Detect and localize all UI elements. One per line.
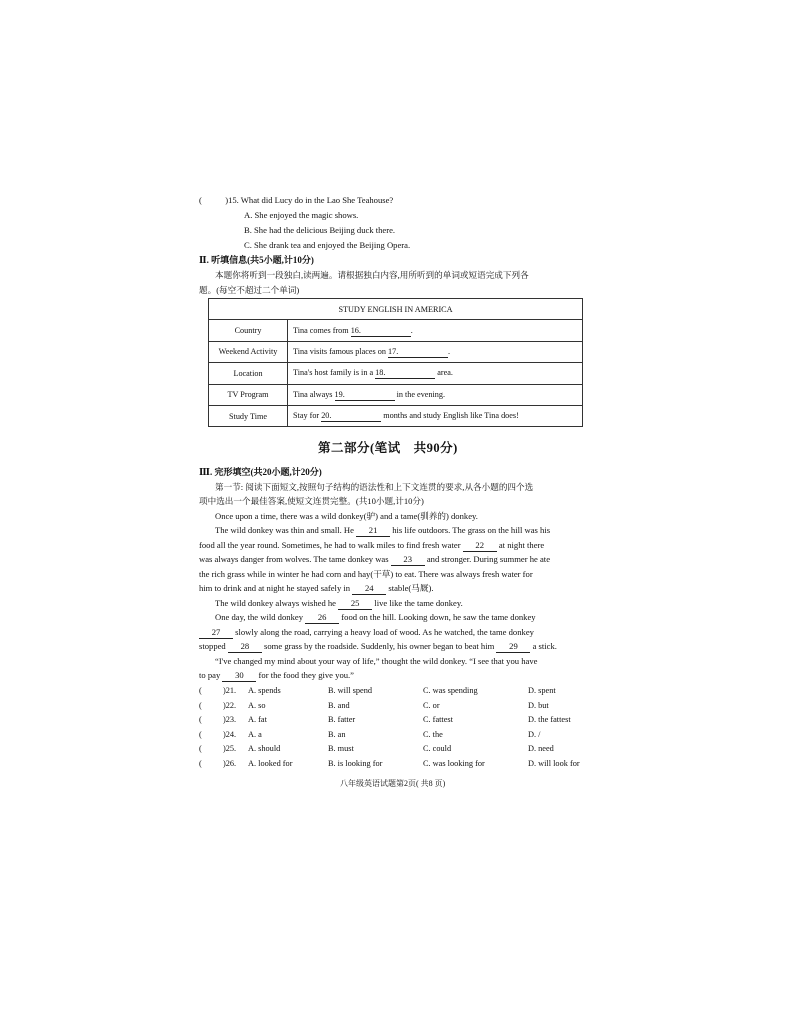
q15-paren-open: (: [199, 195, 202, 205]
passage-line: [215, 610, 536, 625]
blank-25: 25: [338, 598, 372, 610]
option-c: C. or: [423, 701, 440, 710]
blank-26: 26: [305, 612, 339, 624]
passage-text: live like the tame donkey.: [372, 598, 463, 608]
option-c: C. was spending: [423, 686, 478, 695]
passage-text: One day, the wild donkey: [215, 612, 306, 622]
question-number: )23.: [223, 715, 237, 724]
blank-number: 16.: [350, 325, 361, 335]
answer-blank-17[interactable]: [388, 346, 451, 358]
answer-paren[interactable]: (: [199, 715, 202, 724]
row-after: in the evening.: [394, 389, 446, 399]
row-label: Country: [209, 320, 288, 341]
q15-option-b: B. She had the delicious Beijing duck there.: [244, 225, 396, 235]
question-number: )25.: [223, 744, 237, 753]
option-b: B. will spend: [328, 686, 373, 695]
option-a: A. spends: [248, 686, 281, 695]
question-number: )24.: [223, 730, 237, 739]
answer-blank-16[interactable]: [351, 325, 411, 337]
option-b: B. and: [328, 701, 350, 710]
option-c: C. the: [423, 730, 443, 739]
question-number: )22.: [223, 701, 237, 710]
question-number: )21.: [223, 686, 237, 695]
option-d: D. need: [528, 744, 554, 753]
blank-number: 19.: [334, 389, 345, 399]
blank-23: 23: [391, 554, 425, 566]
table-row: [209, 341, 583, 362]
row-after: area.: [435, 368, 453, 378]
option-a: A. should: [248, 744, 281, 753]
blank-21: 21: [356, 525, 390, 537]
blank-number: 17.: [388, 346, 399, 356]
passage-text: a stick.: [530, 641, 557, 651]
option-d: D. /: [528, 730, 541, 739]
row-after: .: [410, 325, 413, 335]
row-content: [288, 320, 583, 341]
blank-29: 29: [496, 641, 530, 653]
row-before: Tina visits famous places on: [293, 346, 388, 356]
table-row: [209, 405, 583, 426]
passage-text: was always danger from wolves. The tame donkey was: [199, 554, 391, 564]
passage-line: [199, 639, 557, 654]
table-row: [209, 384, 583, 405]
row-before: Tina comes from: [293, 325, 351, 335]
passage-line: [199, 668, 354, 683]
table-header: STUDY ENGLISH IN AMERICA: [209, 299, 583, 320]
answer-paren[interactable]: (: [199, 686, 202, 695]
passage-line: [199, 538, 544, 553]
q15-stem: 15. What did Lucy do in the Lao She Teahouse?: [228, 195, 394, 205]
passage-text: at night there: [496, 540, 545, 550]
passage-text: The wild donkey was thin and small. He: [215, 525, 357, 535]
answer-paren[interactable]: (: [199, 701, 202, 710]
passage-text: some grass by the roadside. Suddenly, his owner began to beat him: [261, 641, 497, 651]
option-a: A. a: [248, 730, 262, 739]
table-row: [209, 363, 583, 384]
passage-line: the rich grass while in winter he had corn and hay(干草) to eat. There was always fresh water for: [199, 569, 533, 579]
passage-line: [199, 581, 434, 596]
passage-text: food on the hill. Looking down, he saw the tame donkey: [339, 612, 536, 622]
blank-24: 24: [352, 583, 386, 595]
passage-text: for the food they give you.”: [256, 670, 354, 680]
answer-paren[interactable]: (: [199, 730, 202, 739]
row-before: Stay for: [293, 411, 322, 421]
passage-text: stable(马厩).: [386, 583, 434, 593]
passage-line: Once upon a time, there was a wild donkey(驴) and a tame(驯养的) donkey.: [215, 511, 478, 521]
row-label: TV Program: [209, 384, 288, 405]
option-c: C. fattest: [423, 715, 453, 724]
passage-text: stopped: [199, 641, 228, 651]
section2-title: Ⅱ. 听填信息(共5小题,计10分): [199, 255, 314, 265]
row-content: [288, 363, 583, 384]
option-d: D. will look for: [528, 759, 580, 768]
row-after: months and study English like Tina does!: [381, 411, 519, 421]
table-header-row: [209, 299, 583, 320]
study-english-table: [208, 298, 583, 427]
passage-line: [215, 523, 550, 538]
option-c: C. was looking for: [423, 759, 485, 768]
option-a: A. so: [248, 701, 266, 710]
blank-number: 18.: [375, 368, 386, 378]
q15-option-c: C. She drank tea and enjoyed the Beijing Opera.: [244, 240, 411, 250]
blank-27: 27: [199, 627, 233, 639]
blank-22: 22: [463, 540, 497, 552]
option-b: B. an: [328, 730, 346, 739]
section3-instruction-1: 第一节: 阅读下面短文,按照句子结构的语法性和上下文连贯的要求,从各小题的四个选: [215, 482, 534, 492]
option-b: B. must: [328, 744, 354, 753]
passage-line: “I've changed my mind about your way of life,” thought the wild donkey. “I see that you have: [215, 656, 538, 666]
option-c: C. could: [423, 744, 452, 753]
option-b: B. is looking for: [328, 759, 383, 768]
q15-option-a: A. She enjoyed the magic shows.: [244, 210, 359, 220]
option-a: A. looked for: [248, 759, 293, 768]
passage-text: slowly along the road, carrying a heavy load of wood. As he watched, the tame donkey: [233, 627, 534, 637]
passage-text: him to drink and at night he stayed safely in: [199, 583, 353, 593]
option-a: A. fat: [248, 715, 267, 724]
passage-line: [215, 596, 463, 611]
option-d: D. the fattest: [528, 715, 571, 724]
passage-text: and stronger. During summer he ate: [424, 554, 551, 564]
row-before: Tina's host family is in a: [293, 368, 376, 378]
row-content: [288, 341, 583, 362]
row-label: Study Time: [209, 405, 288, 426]
row-content: [288, 384, 583, 405]
answer-blank-20[interactable]: [321, 410, 381, 422]
option-b: B. fatter: [328, 715, 356, 724]
answer-blank-18[interactable]: [375, 367, 435, 379]
row-before: Tina always: [293, 389, 335, 399]
row-label: Weekend Activity: [209, 341, 288, 362]
answer-paren[interactable]: (: [199, 759, 202, 768]
option-d: D. but: [528, 701, 549, 710]
table-row: [209, 320, 583, 341]
passage-text: food all the year round. Sometimes, he had to walk miles to find fresh water: [199, 540, 463, 550]
row-label: Location: [209, 363, 288, 384]
section3-instruction-2: 项中选出一个最佳答案,使短文连贯完整。(共10小题,计10分): [199, 496, 424, 506]
passage-line: [199, 625, 534, 640]
q15-paren-close: ): [225, 195, 229, 205]
blank-30: 30: [222, 670, 256, 682]
blank-number: 20.: [321, 411, 332, 421]
answer-blank-19[interactable]: [335, 389, 395, 401]
page-footer: 八年级英语试题第2页( 共8 页): [340, 779, 446, 788]
passage-line: [199, 552, 550, 567]
passage-text: to pay: [199, 670, 223, 680]
section2-instruction-2: 题。(每空不超过二个单词): [199, 285, 300, 295]
passage-text: his life outdoors. The grass on the hill was his: [390, 525, 551, 535]
row-content: [288, 405, 583, 426]
passage-text: The wild donkey always wished he: [215, 598, 339, 608]
part2-heading: 第二部分(笔试 共90分): [318, 441, 458, 455]
blank-28: 28: [228, 641, 262, 653]
q15-paren: [199, 193, 393, 208]
question-number: )26.: [223, 759, 237, 768]
row-after: .: [448, 346, 451, 356]
section2-instruction-1: 本题你将听到一段独白,读两遍。请根据独白内容,用所听到的单词或短语完成下列各: [215, 270, 529, 280]
option-d: D. spent: [528, 686, 556, 695]
section3-title: Ⅲ. 完形填空(共20小题,计20分): [199, 467, 322, 477]
answer-paren[interactable]: (: [199, 744, 202, 753]
